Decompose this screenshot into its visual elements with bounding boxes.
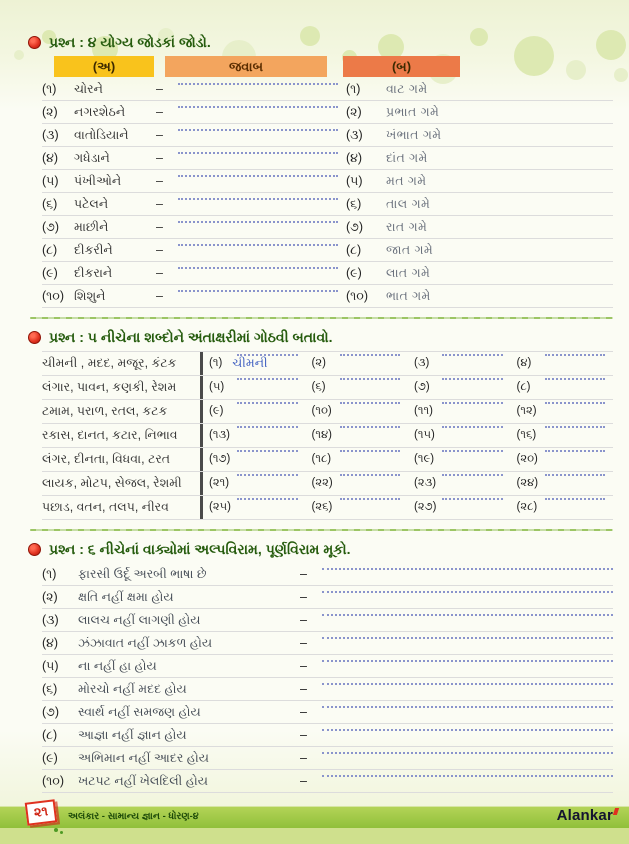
answer-blank [237,402,298,404]
answer-blank [178,126,338,131]
cell-number: (૮) [516,381,531,393]
antakshari-table [42,351,613,520]
cell-number: (૨૨) [311,477,333,489]
sentence-text: આજ્ઞા નહીં જ્ઞાન હોય [78,727,187,742]
answer-cell [306,448,409,471]
answer-blank [237,378,298,380]
answer-cell [511,376,614,399]
row-number: (૨) [42,589,58,604]
answer-blank [322,749,613,754]
dash: – [156,289,163,303]
answer-cells [200,376,613,399]
answer-cells [200,496,613,519]
sentence-row [42,770,613,793]
row-number: (૫) [42,173,59,188]
answer-blank [322,772,613,777]
answer-blank [322,726,613,731]
sentence-text: ઝંઝાવાત નહીં ઝાકળ હોય [78,635,213,650]
row-number: (૪) [42,150,59,165]
question-5-heading [28,329,615,346]
dash: – [300,705,307,719]
section-divider [30,529,613,531]
footer-light-bar [0,828,629,844]
answer-cell [203,472,306,495]
row-number: (૧૦) [42,773,64,788]
section-divider [30,317,613,319]
answer-cell [203,448,306,471]
cell-number: (૧૯) [414,453,435,465]
answer-cell [203,496,306,519]
sentence-text: લાલચ નહીં લાગણી હોય [78,612,201,627]
cell-number: (૨૭) [414,501,437,513]
match-item-a: દીકરીને [74,242,113,257]
word-list: લાયક, મોટપ, સેજલ, રેશમી [42,476,182,490]
answer-blank [178,195,338,200]
deco-dots [54,828,63,834]
cell-number: (૭) [414,381,430,393]
matching-table [42,56,613,308]
sentence-text: ના નહીં હા હોય [78,658,157,673]
answer-blank [545,402,606,404]
punctuation-exercise-list [42,563,613,793]
answer-blank [340,426,401,428]
sentence-row [42,632,613,655]
row-number-b: (૭) [346,219,364,234]
answer-blank [322,588,613,593]
handwritten-answer: ચીમની [232,356,268,370]
question-4-title: પ્રશ્ન : ૪ યોગ્ય જોડકાં જોડો. [49,34,211,50]
cell-number: (૧૬) [516,429,537,441]
dash: – [156,151,163,165]
column-b-header: (બ) [343,56,460,77]
word-list: ચીમની , મદદ, મજૂર, કંટક [42,356,177,370]
row-number: (૪) [42,635,59,650]
matching-row [42,78,613,101]
match-item-b: જાત ગમે [386,242,434,257]
answer-blank [340,378,401,380]
cell-number: (૧૭) [209,453,231,465]
match-item-a: વાતોડિયાને [74,127,129,142]
dash: – [300,774,307,788]
answer-cell [511,424,614,447]
sentence-row [42,655,613,678]
row-number: (૯) [42,265,58,280]
antakshari-row [42,400,613,424]
footer-book-label: અલંકાર - સામાન્ય જ્ઞાન - ધોરણ-૪ [68,811,199,822]
matching-row [42,147,613,170]
answer-cell [408,376,511,399]
word-list: લંગાર, પાવન, કણકી, રેશમ [42,380,177,394]
answer-cell [203,400,306,423]
worksheet-page [0,34,629,793]
match-item-b: લાત ગમે [386,265,431,280]
match-item-a: નગરશેઠને [74,104,126,119]
answer-blank [442,498,503,500]
cell-number: (૪) [516,357,532,369]
matching-row [42,262,613,285]
answer-cell [511,472,614,495]
answer-cell [408,400,511,423]
row-number: (૧૦) [42,288,64,303]
answer-cell [408,424,511,447]
answer-blank [442,450,503,452]
sentence-row [42,678,613,701]
cell-number: (૧૨) [516,405,537,417]
cell-number: (૯) [209,405,224,417]
answer-cell [306,376,409,399]
answer-blank [237,498,298,500]
question-5-title: પ્રશ્ન : ૫ નીચેના શબ્દોને અંતાક્ષરીમાં ગોઠવી બતાવો. [49,329,333,345]
row-number: (૬) [42,196,58,211]
row-number-b: (૫) [346,173,363,188]
match-item-a: પંખીઓને [74,173,122,188]
dash: – [156,128,163,142]
answer-blank [442,474,503,476]
dash: – [300,682,307,696]
sentence-text: સ્વાર્થ નહીં સમજણ હોય [78,704,201,719]
antakshari-row [42,448,613,472]
cell-number: (૧૦) [311,405,332,417]
match-item-b: ખંભાત ગમે [386,127,442,142]
answer-cell [511,448,614,471]
answer-cells [200,448,613,471]
answer-blank [237,450,298,452]
row-number-b: (૯) [346,265,362,280]
sentence-row [42,701,613,724]
antakshari-row [42,496,613,520]
match-item-a: ગધેડાને [74,150,110,165]
dash: – [300,590,307,604]
column-answer-header: જવાબ [165,56,327,77]
row-number: (૭) [42,704,60,719]
answer-blank [178,103,338,108]
answer-blank [340,498,401,500]
answer-cell [511,400,614,423]
sentence-text: ફારસી ઉર્દૂ અરબી ભાષા છે [78,566,207,581]
answer-blank [322,680,613,685]
row-number: (૩) [42,127,59,142]
row-number: (૧) [42,81,57,96]
answer-cells [200,400,613,423]
cell-number: (૧૪) [311,429,332,441]
match-item-a: શિશુને [74,288,106,303]
answer-blank [340,402,401,404]
dash: – [300,636,307,650]
answer-blank [545,426,606,428]
answer-cells [200,472,613,495]
answer-blank [178,149,338,154]
cell-number: (૫) [209,381,225,393]
match-item-b: રાત ગમે [386,219,428,234]
answer-blank [545,450,606,452]
answer-blank [545,474,606,476]
answer-cell [511,496,614,519]
row-number-b: (૬) [346,196,362,211]
match-item-b: દાંત ગમે [386,150,428,165]
answer-cell [306,424,409,447]
question-6-heading [28,541,615,558]
row-number: (૮) [42,727,58,742]
matching-row [42,216,613,239]
question-bullet-icon [28,36,41,49]
antakshari-row [42,376,613,400]
antakshari-row [42,352,613,376]
sentence-row [42,586,613,609]
answer-blank [442,426,503,428]
answer-cell [306,352,409,375]
answer-blank [322,565,613,570]
row-number: (૮) [42,242,58,257]
cell-number: (૨૩) [414,477,437,489]
answer-blank [237,426,298,428]
cell-number: (૨૬) [311,501,333,513]
answer-blank [322,634,613,639]
dash: – [300,613,307,627]
answer-blank [545,498,606,500]
cell-number: (૨) [311,357,326,369]
sentence-text: મોરચો નહીં મદદ હોય [78,681,187,696]
cell-number: (૩) [414,357,430,369]
dash: – [156,174,163,188]
answer-cell [306,496,409,519]
antakshari-row [42,472,613,496]
dash: – [156,266,163,280]
dash: – [156,105,163,119]
answer-cell [306,472,409,495]
dash: – [156,220,163,234]
match-item-b: ભાત ગમે [386,288,431,303]
row-number-b: (૮) [346,242,362,257]
sentence-row [42,563,613,586]
page-footer [0,803,629,843]
cell-number: (૨૫) [209,501,231,513]
answer-blank [442,378,503,380]
answer-blank [178,218,338,223]
row-number-b: (૪) [346,150,363,165]
cell-number: (૨૪) [516,477,539,489]
alankar-logo: Alankar [556,807,613,824]
row-number: (૯) [42,750,58,765]
answer-cells [200,352,613,375]
row-number: (૬) [42,681,58,696]
answer-blank [545,354,606,356]
answer-cell [203,424,306,447]
match-item-b: મત ગમે [386,173,427,188]
match-item-a: ચોરને [74,81,103,96]
word-list: લંગર, દીનતા, વિધવા, ટરત [42,452,171,466]
word-list: ટમામ, પરાળ, રતલ, કટક [42,404,168,418]
matching-row [42,101,613,124]
question-bullet-icon [28,543,41,556]
antakshari-row [42,424,613,448]
answer-cell [203,376,306,399]
row-number: (૩) [42,612,59,627]
answer-blank [237,474,298,476]
answer-cell [408,472,511,495]
dash: – [156,197,163,211]
answer-blank [178,172,338,177]
row-number: (૫) [42,658,59,673]
cell-number: (૨૦) [516,453,538,465]
answer-blank [442,354,503,356]
matching-row [42,124,613,147]
row-number: (૨) [42,104,58,119]
cell-number: (૨૧) [209,477,230,489]
matching-row [42,239,613,262]
row-number-b: (૨) [346,104,362,119]
answer-cell [511,352,614,375]
sentence-text: ક્ષતિ નહીં ક્ષમા હોય [78,589,174,604]
answer-blank [178,287,338,292]
question-bullet-icon [28,331,41,344]
dash: – [156,82,163,96]
answer-cell [408,352,511,375]
row-number: (૧) [42,566,57,581]
answer-blank [545,378,606,380]
answer-cells [200,424,613,447]
answer-blank [340,474,401,476]
dash: – [300,728,307,742]
cell-number: (૬) [311,381,326,393]
answer-blank [322,657,613,662]
cell-number: (૧૩) [209,429,230,441]
matching-row [42,193,613,216]
question-4-heading [28,34,615,51]
dash: – [156,243,163,257]
sentence-text: અભિમાન નહીં આદર હોય [78,750,210,765]
answer-cell [408,496,511,519]
match-item-b: વાટ ગમે [386,81,428,96]
sentence-row [42,609,613,632]
answer-blank [340,450,401,452]
matching-table-headers [42,56,613,77]
match-item-a: માછીને [74,219,109,234]
cell-number: (૧૫) [414,429,435,441]
dash: – [300,567,307,581]
answer-blank [178,264,338,269]
answer-blank [178,80,338,85]
row-number: (૭) [42,219,60,234]
answer-blank [322,611,613,616]
sentence-row [42,724,613,747]
match-item-a: પટેલને [74,196,109,211]
answer-blank [322,703,613,708]
matching-row [42,285,613,308]
row-number-b: (૧૦) [346,288,368,303]
cell-number: (૧૧) [414,405,433,417]
answer-cell [306,400,409,423]
cell-number: (૨૮) [516,501,538,513]
matching-row [42,170,613,193]
word-list: પછાડ, વતન, તલપ, નીરવ [42,500,169,514]
match-item-a: દીકરાને [74,265,113,280]
dash: – [300,659,307,673]
sentence-text: ખટપટ નહીં ખેલદિલી હોય [78,773,208,788]
page-number-badge: ૨૧ [25,799,58,825]
word-list: રકાસ, દાનત, કટાર, નિભાવ [42,428,178,442]
row-number-b: (૩) [346,127,363,142]
match-item-b: પ્રભાત ગમે [386,104,440,119]
question-6-title: પ્રશ્ન : ૬ નીચેનાં વાક્યોમાં અલ્પવિરામ, પૂર્ણવિરામ મૂકો. [49,541,351,557]
answer-cell [408,448,511,471]
answer-cell [203,352,306,375]
row-number-b: (૧) [346,81,361,96]
column-a-header: (અ) [54,56,154,77]
answer-blank [178,241,338,246]
dash: – [300,751,307,765]
sentence-row [42,747,613,770]
match-item-b: તાલ ગમે [386,196,431,211]
cell-number: (૧૮) [311,453,332,465]
answer-blank [442,402,503,404]
cell-number: (૧) [209,357,223,369]
answer-blank [340,354,401,356]
